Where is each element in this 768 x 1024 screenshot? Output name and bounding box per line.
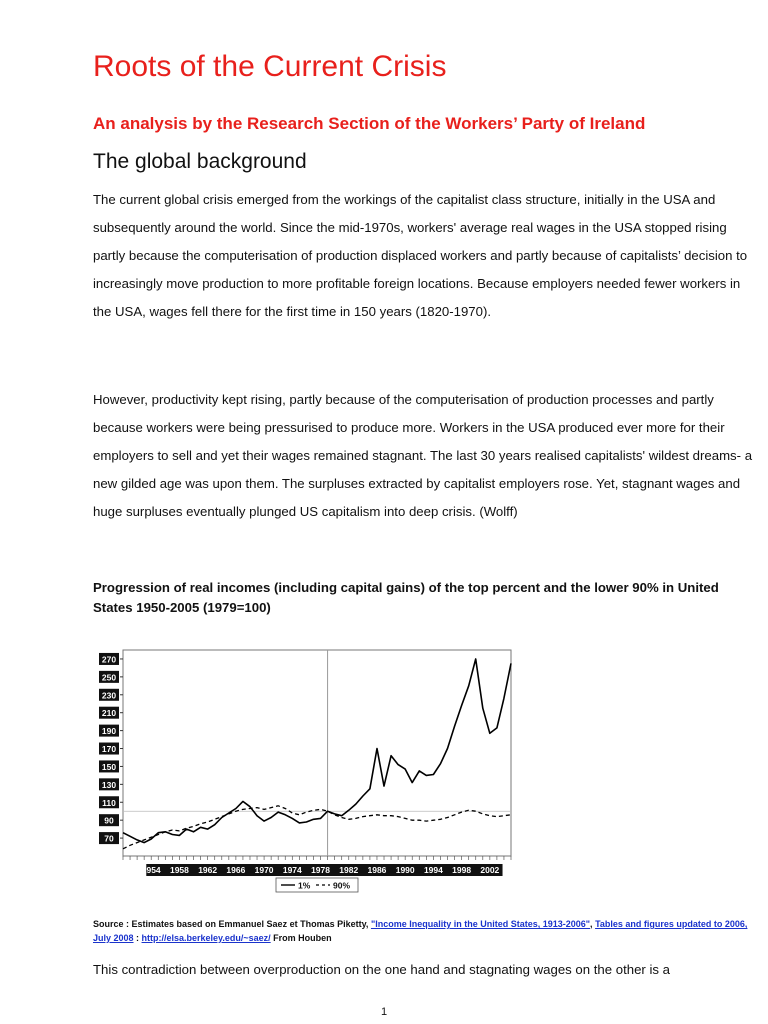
paragraph-2: However, productivity kept rising, partly because of the computerisation of production processes and partly because workers were being pressurised to produce more. Workers in the USA produced ever more for their employers to sell and yet their wages remained stagnant. The last 30 years realised capitalists' wildest dreams- a new gilded age was upon them. The surpluses extracted by capitalist employers rose. Yet, stagnant wages and huge surpluses eventually plunged US capitalism into deep crisis. (Wolff) (93, 392, 753, 519)
source-sep-1: , (590, 919, 596, 929)
x-tick-label: 1970 (254, 865, 274, 875)
source-note (93, 917, 753, 945)
document-subtitle: An analysis by the Research Section of the Workers’ Party of Ireland (93, 114, 646, 133)
y-tick-label: 130 (101, 779, 117, 790)
y-tick-label: 190 (101, 726, 117, 737)
x-tick-label: 1954 (141, 865, 161, 875)
document-title: Roots of the Current Crisis (93, 50, 447, 83)
y-tick-label: 70 (104, 833, 114, 844)
page-number: 1 (380, 1006, 388, 1018)
source-sep-2: : (133, 933, 142, 943)
y-tick-label: 250 (101, 672, 117, 683)
y-tick-label: 110 (102, 797, 116, 808)
source-link-saez[interactable]: http://elsa.berkeley.edu/~saez/ (141, 933, 271, 943)
source-link-income-inequality[interactable]: "Income Inequality in the United States, 1913-2006" (370, 919, 591, 929)
y-tick-label: 230 (101, 690, 117, 701)
y-tick-label: 210 (101, 708, 117, 719)
source-link-tables[interactable]: Tables and figures updated to 2006, July 2008 (93, 919, 748, 943)
x-tick-label: 1974 (282, 865, 302, 875)
y-tick-label: 270 (101, 654, 117, 665)
x-tick-label: 1982 (339, 865, 359, 875)
x-tick-label: 1986 (367, 865, 387, 875)
x-tick-label: 1994 (423, 865, 443, 875)
legend-label-90pct: 90% (333, 880, 351, 891)
income-chart (93, 646, 523, 900)
source-prefix: Source : Estimates based on Emmanuel Saez et Thomas Piketty, (93, 919, 371, 929)
legend-label-1pct: 1% (298, 880, 311, 891)
y-tick-label: 150 (101, 761, 117, 772)
x-tick-label: 1962 (198, 865, 218, 875)
x-tick-label: 1978 (311, 865, 330, 875)
source-suffix: From Houben (270, 933, 332, 943)
x-tick-label: 2002 (480, 865, 500, 875)
x-tick-label: 1958 (169, 865, 189, 875)
paragraph-1: The current global crisis emerged from the workings of the capitalist class structure, initially in the USA and subsequently around the world. Since the mid-1970s, workers' average real wages in the USA stopped rising partly because the computerisation of production displaced workers and partly because of capitalists’ decision to increasingly move production to more profitable foreign locations. Because employers needed fewer workers in the USA, wages fell there for the first time in 150 years (1820-1970). (93, 192, 748, 319)
income-chart-svg (93, 646, 523, 900)
x-tick-label: 1998 (452, 865, 472, 875)
plot-area (123, 650, 511, 856)
section-heading: The global background (93, 150, 307, 173)
x-tick-label: 1966 (226, 865, 246, 875)
x-tick-label: 1990 (395, 865, 415, 875)
paragraph-3: This contradiction between overproduction on the one hand and stagnating wages on the other is a (93, 962, 670, 977)
y-tick-label: 90 (104, 815, 114, 826)
chart-caption: Progression of real incomes (including capital gains) of the top percent and the lower 90% in United States 1950-2005 (1979=100) (93, 580, 719, 615)
y-tick-label: 170 (101, 744, 117, 755)
